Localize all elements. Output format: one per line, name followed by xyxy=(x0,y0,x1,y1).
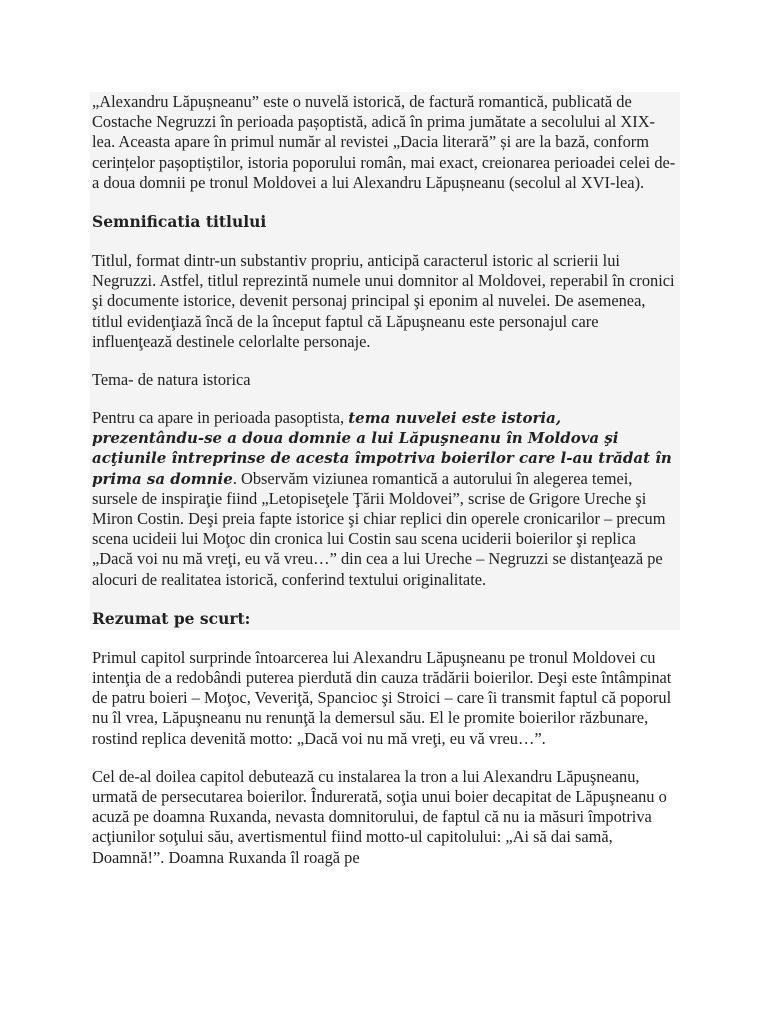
spacer xyxy=(90,590,680,608)
spacer xyxy=(90,390,680,408)
summary-heading-block xyxy=(90,608,680,630)
spacer xyxy=(90,630,680,648)
summary-p1-block xyxy=(90,648,680,749)
spacer xyxy=(90,233,680,251)
summary-paragraph-2: Cel de-al doilea capitol debutează cu instalarea la tron a lui Alexandru Lăpuşneanu, urmată de persecutarea boierilor. Îndurerată, soţia unui boier decapitat de Lăpuşneanu o acuză pe doamna Ruxanda, nevasta domnitorului, de faptul că nu ia măsuri împotriva acţiunilor soţului său, avertismentul fiind motto-ul capitolului: „Ai să dai samă, Doamnă!”. Doamna Ruxanda îl roagă pe xyxy=(92,766,667,867)
theme-paragraph-block xyxy=(90,408,680,590)
theme-intro: Pentru ca apare in perioada pasoptista, xyxy=(92,408,349,428)
theme-line-block xyxy=(90,370,680,390)
theme-rest: . Observăm viziunea romantică a autorului în alegerea temei, sursele de inspiraţie fiind „Letopiseţele Ţării Moldovei”, scrise de Grigore Ureche şi Miron Costin. Deşi preia fapte istorice şi chiar replici din operele cronicarilor – precum scena ucideii lui Moţoc din cronica lui Costin sau scena uciderii boierilor şi replica „Dacă voi nu mă vreţi, eu vă vreu…” din cea a lui Ureche – Negruzzi se distanţează pe alocuri de realitatea istorică, conferind textului originalitate. xyxy=(92,468,666,589)
title-meaning-heading: Semnificatia titlului xyxy=(92,212,267,232)
title-meaning-heading-block xyxy=(90,211,680,233)
summary-p2-block xyxy=(90,767,680,868)
intro-paragraph: „Alexandru Lăpușneanu” este o nuvelă istorică, de factură romantică, publicată de Costache Negruzzi în perioada pașoptistă, adică în prima jumătate a secolului al XIX-lea. Aceasta apare în primul număr al revistei „Dacia literară” și are la bază, conform cerințelor pașoptiștilor, istoria poporului român, mai exact, creionarea perioadei celei de-a doua domnii pe tronul Moldovei a lui Alexandru Lăpușneanu (secolul al XVI-lea). xyxy=(92,92,676,192)
summary-paragraph-1: Primul capitol surprinde întoarcerea lui Alexandru Lăpuşneanu pe tronul Moldovei cu intenţia de a redobândi puterea pierdută din cauza trădării boierilor. Deşi este întâmpinat de patru boieri – Moţoc, Veveriţă, Spancioc şi Stroici – care îi transmit faptul că poporul nu îl vrea, Lăpuşneanu nu renunţă la demersul său. El le promite boierilor răzbunare, rostind replica devenită motto: „Dacă voi nu mă vreţi, eu vă vreu…”. xyxy=(92,647,672,748)
summary-heading: Rezumat pe scurt: xyxy=(92,608,251,628)
theme-emphasis: tema nuvelei este istoria, prezentându-se a doua domnie a lui Lăpuşneanu în Moldova şi acţiunile întreprinse de acesta împotriva boierilor care l-au trădat în prima sa domnie xyxy=(92,409,672,488)
theme-paragraph xyxy=(90,408,680,590)
spacer xyxy=(90,749,680,767)
title-paragraph-block xyxy=(90,251,680,352)
spacer xyxy=(90,352,680,370)
intro-block xyxy=(90,92,680,193)
spacer xyxy=(90,193,680,211)
theme-line: Tema- de natura istorica xyxy=(92,370,251,390)
title-paragraph: Titlul, format dintr-un substantiv propriu, anticipă caracterul istoric al scrierii lui Negruzzi. Astfel, titlul reprezintă numele unui domnitor al Moldovei, reperabil în cronici şi documente istorice, devenit personaj principal şi eponim al nuvelei. De asemenea, titlul evidenţiază încă de la început faptul că Lăpuşneanu este personajul care influenţează destinele celorlalte personaje. xyxy=(92,251,675,351)
document-page xyxy=(90,92,680,868)
